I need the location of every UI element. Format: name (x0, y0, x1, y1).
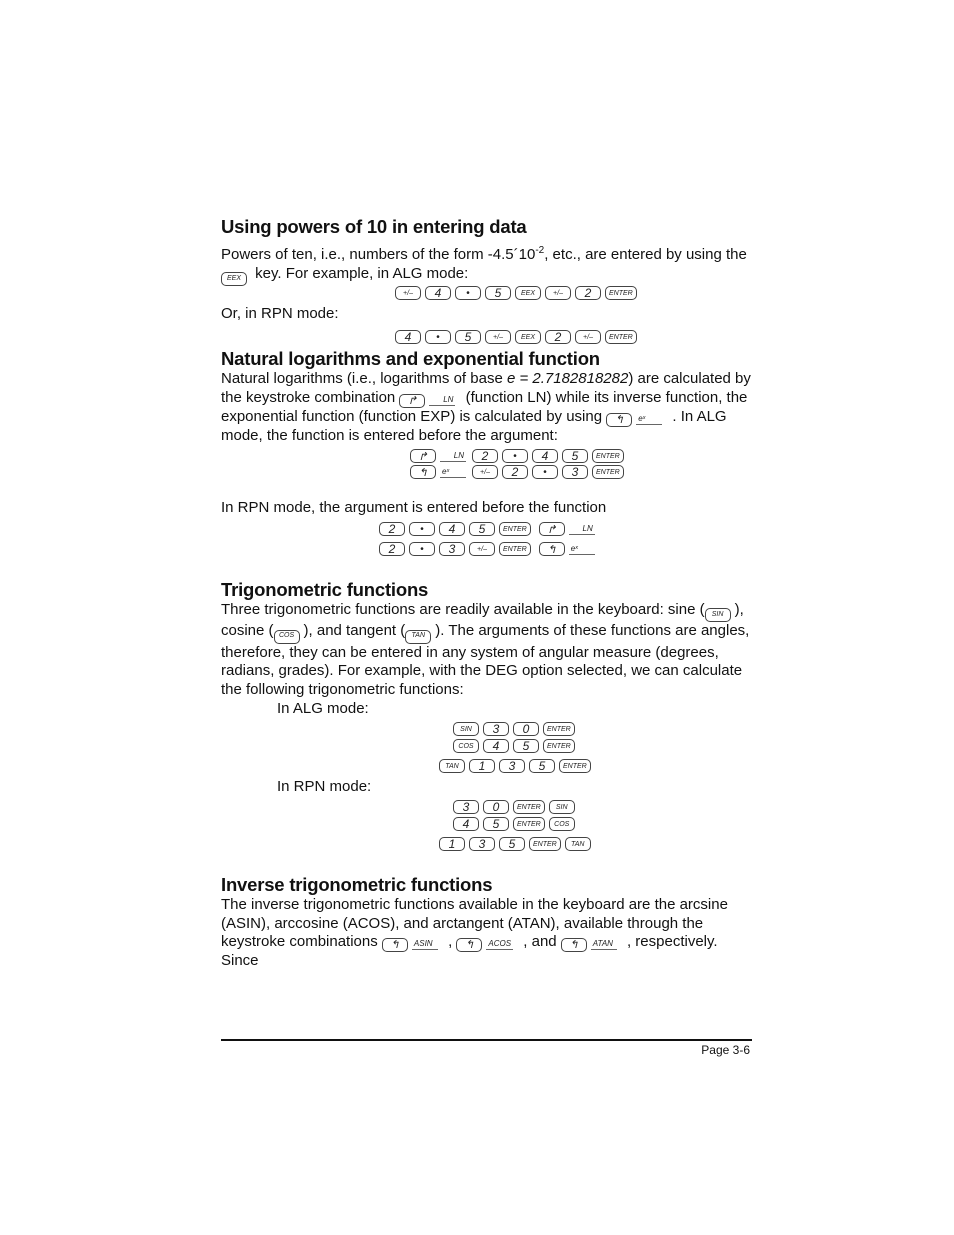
eex-key: EEX (515, 286, 541, 300)
keystroke-row-alg-powers (395, 286, 641, 300)
key-4: 4 (439, 522, 465, 536)
rpn-label-powers: Or, in RPN mode: (221, 305, 339, 322)
trig-paragraph: Three trigonometric functions are readily available in the keyboard: sine ( SIN ), cosine ( COS ), and tangent ( TAN ). The arguments of these functions are angles, therefore, they can be entered in any system of angular measure (degrees, radians, grades). For example, with the DEG option selected, we can calculate the following trigonometric functions: (221, 601, 750, 698)
powers-paragraph: Powers of ten, i.e., numbers of the form $-4.5´10^{-2}$, etc., are entered by using the EEX key. For example, in ALG mode: (221, 242, 751, 286)
key-3: 3 (439, 542, 465, 556)
keystroke-row-rpn-sin (453, 800, 579, 814)
key-4: 4 (532, 449, 558, 463)
key-5: 5 (513, 739, 539, 753)
trig-alg-label: In ALG mode: (277, 700, 369, 717)
key-3: 3 (562, 465, 588, 479)
chs-key: +/– (575, 330, 601, 344)
enter-key: ENTER (543, 739, 575, 753)
key-3: 3 (483, 722, 509, 736)
ex-label: eˣ (569, 544, 595, 555)
chs-key: +/– (485, 330, 511, 344)
chs-key: +/– (469, 542, 495, 556)
right-shift-icon: ↱ (399, 394, 425, 408)
keystroke-row-alg-exp (410, 465, 628, 479)
dot-key: • (455, 286, 481, 300)
key-1: 1 (439, 837, 465, 851)
key-2: 2 (502, 465, 528, 479)
key-2: 2 (472, 449, 498, 463)
footer-rule (221, 1039, 752, 1041)
enter-key: ENTER (543, 722, 575, 736)
key-2: 2 (379, 542, 405, 556)
key-3: 3 (469, 837, 495, 851)
key-5: 5 (562, 449, 588, 463)
tan-key: TAN (405, 630, 431, 644)
enter-key: ENTER (499, 542, 531, 556)
key-2: 2 (379, 522, 405, 536)
tan-key: TAN (565, 837, 591, 851)
chs-key: +/– (472, 465, 498, 479)
left-shift-icon: ↰ (410, 465, 436, 479)
eex-key: EEX (221, 272, 247, 286)
sin-key: SIN (705, 608, 731, 622)
keystroke-row-alg-sin (453, 722, 579, 736)
key-5: 5 (499, 837, 525, 851)
invtrig-paragraph: The inverse trigonometric functions available in the keyboard are the arcsine (ASIN), arccosine (ACOS), and arctangent (ATAN), available through the keystroke combinations ↰ ASIN , ↰ ACOS , and ↰ ATAN , respectively. Since (221, 896, 728, 970)
ex-label: eˣ (636, 414, 662, 425)
page-number: Page 3-6 (701, 1043, 750, 1057)
key-5: 5 (455, 330, 481, 344)
enter-key: ENTER (499, 522, 531, 536)
cos-key: COS (274, 630, 300, 644)
key-5: 5 (529, 759, 555, 773)
section-title-powers: Using powers of 10 in entering data (221, 216, 527, 237)
enter-key: ENTER (513, 817, 545, 831)
enter-key: ENTER (513, 800, 545, 814)
right-shift-icon: ↱ (539, 522, 565, 536)
key-5: 5 (485, 286, 511, 300)
dot-key: • (425, 330, 451, 344)
enter-key: ENTER (605, 286, 637, 300)
key-2: 2 (545, 330, 571, 344)
chs-key: +/– (545, 286, 571, 300)
keystroke-row-rpn-tan (439, 837, 595, 851)
ex-label: eˣ (440, 467, 466, 478)
key-0: 0 (483, 800, 509, 814)
section-title-natlog: Natural logarithms and exponential function (221, 348, 600, 369)
key-5: 5 (469, 522, 495, 536)
trig-rpn-label: In RPN mode: (277, 778, 372, 795)
key-3: 3 (499, 759, 525, 773)
key-4: 4 (483, 739, 509, 753)
cos-key: COS (453, 739, 479, 753)
right-shift-icon: ↱ (410, 449, 436, 463)
keystroke-row-rpn-powers (395, 330, 641, 344)
ln-label: LN (569, 524, 595, 535)
sin-key: SIN (549, 800, 575, 814)
enter-key: ENTER (529, 837, 561, 851)
key-0: 0 (513, 722, 539, 736)
dot-key: • (409, 542, 435, 556)
atan-label: ATAN (591, 939, 617, 950)
keystroke-row-rpn-cos (453, 817, 579, 831)
key-3: 3 (453, 800, 479, 814)
key-2: 2 (575, 286, 601, 300)
keystroke-row-rpn-exp (379, 542, 601, 556)
natlog-rpn-text: In RPN mode, the argument is entered before the function (221, 499, 607, 516)
sin-key: SIN (453, 722, 479, 736)
keystroke-row-rpn-ln (379, 522, 601, 536)
ln-label: LN (429, 395, 455, 406)
keystroke-row-alg-ln (410, 449, 628, 463)
keystroke-row-alg-tan (439, 759, 595, 773)
ln-label: LN (440, 451, 466, 462)
left-shift-icon: ↰ (539, 542, 565, 556)
section-title-invtrig: Inverse trigonometric functions (221, 874, 493, 895)
asin-label: ASIN (412, 939, 438, 950)
left-shift-icon: ↰ (606, 413, 632, 427)
dot-key: • (532, 465, 558, 479)
eex-key: EEX (515, 330, 541, 344)
key-4: 4 (453, 817, 479, 831)
enter-key: ENTER (592, 449, 624, 463)
key-5: 5 (483, 817, 509, 831)
left-shift-icon: ↰ (561, 938, 587, 952)
key-1: 1 (469, 759, 495, 773)
left-shift-icon: ↰ (456, 938, 482, 952)
keystroke-row-alg-cos (453, 739, 579, 753)
dot-key: • (502, 449, 528, 463)
left-shift-icon: ↰ (382, 938, 408, 952)
enter-key: ENTER (592, 465, 624, 479)
enter-key: ENTER (605, 330, 637, 344)
tan-key: TAN (439, 759, 465, 773)
key-4: 4 (425, 286, 451, 300)
section-title-trig: Trigonometric functions (221, 579, 429, 600)
natlog-paragraph: Natural logarithms (i.e., logarithms of base e = 2.7182818282) are calculated by the keystroke combination ↱ LN (function LN) while its inverse function, the exponential function (function EXP) is calculated by using ↰ eˣ . In ALG mode, the function is entered before the argument: (221, 370, 751, 445)
dot-key: • (409, 522, 435, 536)
enter-key: ENTER (559, 759, 591, 773)
key-4: 4 (395, 330, 421, 344)
acos-label: ACOS (488, 939, 512, 949)
chs-key: +/– (395, 286, 421, 300)
cos-key: COS (549, 817, 575, 831)
